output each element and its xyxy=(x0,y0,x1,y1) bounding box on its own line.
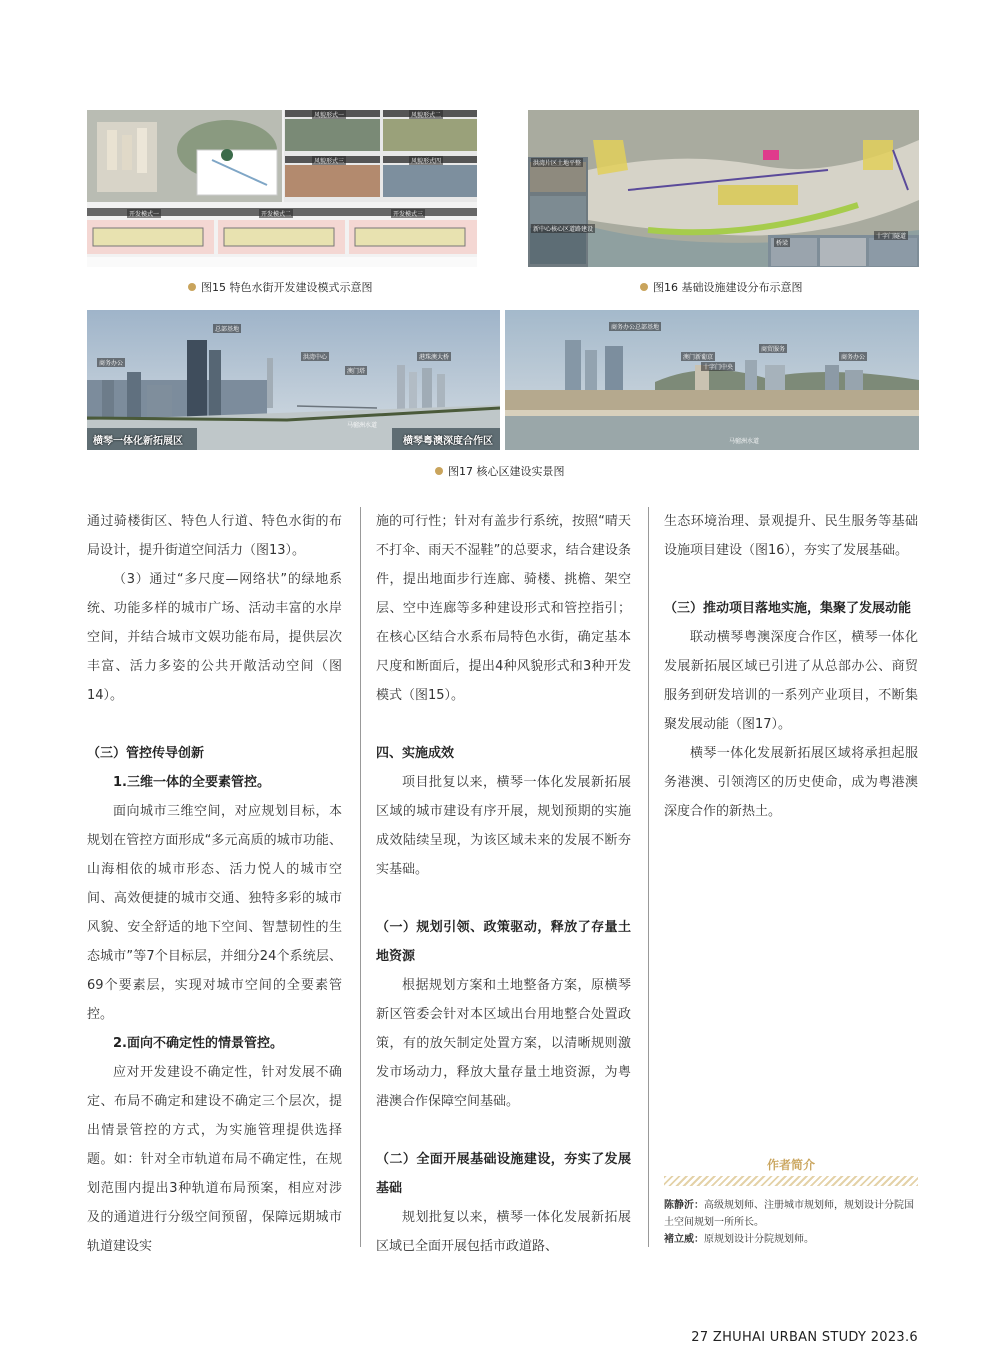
subsection-heading: 2.面向不确定性的情景管控。 xyxy=(113,1036,283,1051)
fig15-label-style-3: 风貌形式三 xyxy=(314,158,345,165)
fig15-label-mode-1: 开发模式一 xyxy=(129,211,160,218)
figure-15-image xyxy=(87,110,477,267)
section-heading: （三）管控传导创新 xyxy=(87,746,205,761)
paragraph-gap xyxy=(376,884,631,913)
fig16-label-bridge: 桥梁 xyxy=(776,240,789,247)
body-paragraph: 根据规划方案和土地整备方案，原横琴新区管委会针对本区域出台用地整合处置政策，有的放矢制定处置方案，以清晰规则激发市场动力，释放大量存量土地资源，为粤港澳合作保障空间基础。 xyxy=(376,978,631,1109)
body-paragraph: 横琴一体化发展新拓展区域将承担起服务港澳、引领湾区的历史使命，成为粤港澳深度合作的新热土。 xyxy=(664,746,918,819)
author-divider xyxy=(664,1176,918,1186)
caption-bullet-icon xyxy=(640,283,648,291)
fig16-label-tunnel: 十字门隧道 xyxy=(876,233,907,240)
fig17-left-label: 横琴一体化新拓展区 xyxy=(93,436,183,447)
column-divider xyxy=(360,507,361,1247)
author-heading: 作者简介 xyxy=(766,1158,815,1172)
figure-17-right-graphic xyxy=(505,310,919,450)
author-line-1: 陈静沂：高级规划师、注册城市规划师，规划设计分院国土空间规划一所所长。 xyxy=(664,1200,914,1228)
paragraph-gap xyxy=(376,1116,631,1145)
author-bio xyxy=(664,1197,918,1248)
body-paragraph: 施的可行性；针对有盖步行系统，按照“晴天不打伞、雨天不湿鞋”的总要求，结合建设条件，提出地面步行连廊、骑楼、挑檐、架空层、空中连廊等多种建设形式和管控指引；在核心区结合水系布局特色水街，确定基本尺度和断面后，提出4种风貌形式和3种开发模式（图15）。 xyxy=(376,514,631,703)
fig15-label-mode-3: 开发模式三 xyxy=(393,211,424,218)
figure-17-left-photo xyxy=(87,310,500,450)
fig17-right-water: 马骝洲水道 xyxy=(729,438,760,445)
fig17-tag-bridge: 港珠澳大桥 xyxy=(419,354,450,361)
fig15-label-style-2: 风貌形式二 xyxy=(411,112,442,119)
fig17-tag-office-right: 商务办公 xyxy=(841,354,866,361)
fig16-label-land: 洪湾片区土地平整 xyxy=(533,160,582,167)
caption-bullet-icon xyxy=(435,467,443,475)
body-paragraph: 规划批复以来，横琴一体化发展新拓展区域已全面开展包括市政道路、 xyxy=(376,1210,631,1254)
text-column-2 xyxy=(376,507,631,1261)
paragraph-gap xyxy=(87,710,342,739)
section-heading: 四、实施成效 xyxy=(376,746,455,761)
body-paragraph: 通过骑楼街区、特色人行道、特色水街的布局设计，提升街道空间活力（图13）。 xyxy=(87,514,342,558)
fig17-tag-hq-office: 商务办公总部基地 xyxy=(611,324,660,331)
fig15-label-style-1: 风貌形式一 xyxy=(314,112,345,119)
body-paragraph: 面向城市三维空间，对应规划目标，本规划在管控方面形成“多元高质的城市功能、山海相依的城市形态、活力悦人的城市空间、高效便捷的城市交通、独特多彩的城市风貌、安全舒适的地下空间、智慧韧性的生态城市”等7个目标层，并细分24个系统层、69个要素层，实现对城市空间的全要素管控。 xyxy=(87,804,342,1022)
body-paragraph: 联动横琴粤澳深度合作区，横琴一体化发展新拓展区域已引进了从总部办公、商贸服务到研发培训的一系列产业项目，不断集聚发展动能（图17）。 xyxy=(664,630,918,732)
fig16-label-road: 新中心核心区道路建设 xyxy=(533,226,594,233)
fig15-label-style-4: 风貌形式四 xyxy=(411,158,442,165)
body-paragraph: 生态环境治理、景观提升、民生服务等基础设施项目建设（图16），夯实了发展基础。 xyxy=(664,514,918,558)
fig17-left-region-label: 横琴粤澳深度合作区 xyxy=(403,436,493,447)
section-heading: （三）推动项目落地实施，集聚了发展动能 xyxy=(664,601,912,616)
fig15-label-mode-2: 开发模式二 xyxy=(261,211,292,218)
fig17-tag-hongwan: 洪湾中心 xyxy=(303,354,328,361)
fig17-tag-casino: 澳门新葡京 xyxy=(683,354,714,361)
caption-bullet-icon xyxy=(188,283,196,291)
figure-16-graphic xyxy=(528,110,919,267)
figure-17-right-photo xyxy=(505,310,919,450)
figure-16-image xyxy=(528,110,919,267)
figure-17-left-graphic xyxy=(87,310,500,450)
fig17-left-water: 马骝洲水道 xyxy=(347,422,378,429)
fig17-tag-office: 商务办公 xyxy=(99,360,124,367)
fig17-tag-shizimen: 十字门中央 xyxy=(703,364,734,371)
section-heading: （二）全面开展基础设施建设，夯实了发展基础 xyxy=(376,1152,631,1196)
column-divider xyxy=(648,507,649,1247)
subsection-heading: 1.三维一体的全要素管控。 xyxy=(113,775,270,790)
figure-16-caption: 图16 基础设施建设分布示意图 xyxy=(640,279,803,295)
figure-15-graphic xyxy=(87,110,477,267)
figure-17-caption: 图17 核心区建设实景图 xyxy=(435,463,565,479)
fig17-tag-macau-tower: 澳门塔 xyxy=(347,368,366,375)
body-paragraph: 应对开发建设不确定性，针对发展不确定、布局不确定和建设不确定三个层次，提出情景管控的方式，为实施管理提供选择题。如：针对全市轨道布局不确定性，在规划范围内提出3种轨道布局预案，相应对涉及的通道进行分级空间预留，保障远期城市轨道建设实 xyxy=(87,1065,342,1254)
section-heading: （一）规划引领、政策驱动，释放了存量土地资源 xyxy=(376,920,631,964)
fig17-tag-hq: 总部基地 xyxy=(215,326,240,333)
page-footer: 27 ZHUHAI URBAN STUDY 2023.6 xyxy=(691,1330,918,1345)
paragraph-gap xyxy=(376,710,631,739)
author-line-2: 褚立威：原规划设计分院规划师。 xyxy=(664,1234,814,1245)
fig17-tag-trade: 商贸服务 xyxy=(761,346,786,353)
paragraph-gap xyxy=(664,565,918,594)
text-column-1 xyxy=(87,507,342,1261)
figure-15-caption: 图15 特色水街开发建设模式示意图 xyxy=(188,279,373,295)
text-column-3 xyxy=(664,507,918,826)
body-paragraph: 项目批复以来，横琴一体化发展新拓展区域的城市建设有序开展，规划预期的实施成效陆续呈现，为该区域未来的发展不断夯实基础。 xyxy=(376,775,631,877)
body-paragraph: （3）通过“多尺度—网络状”的绿地系统、功能多样的城市广场、活动丰富的水岸空间，并结合城市文娱功能布局，提供层次丰富、活力多姿的公共开敞活动空间（图14）。 xyxy=(87,572,342,703)
